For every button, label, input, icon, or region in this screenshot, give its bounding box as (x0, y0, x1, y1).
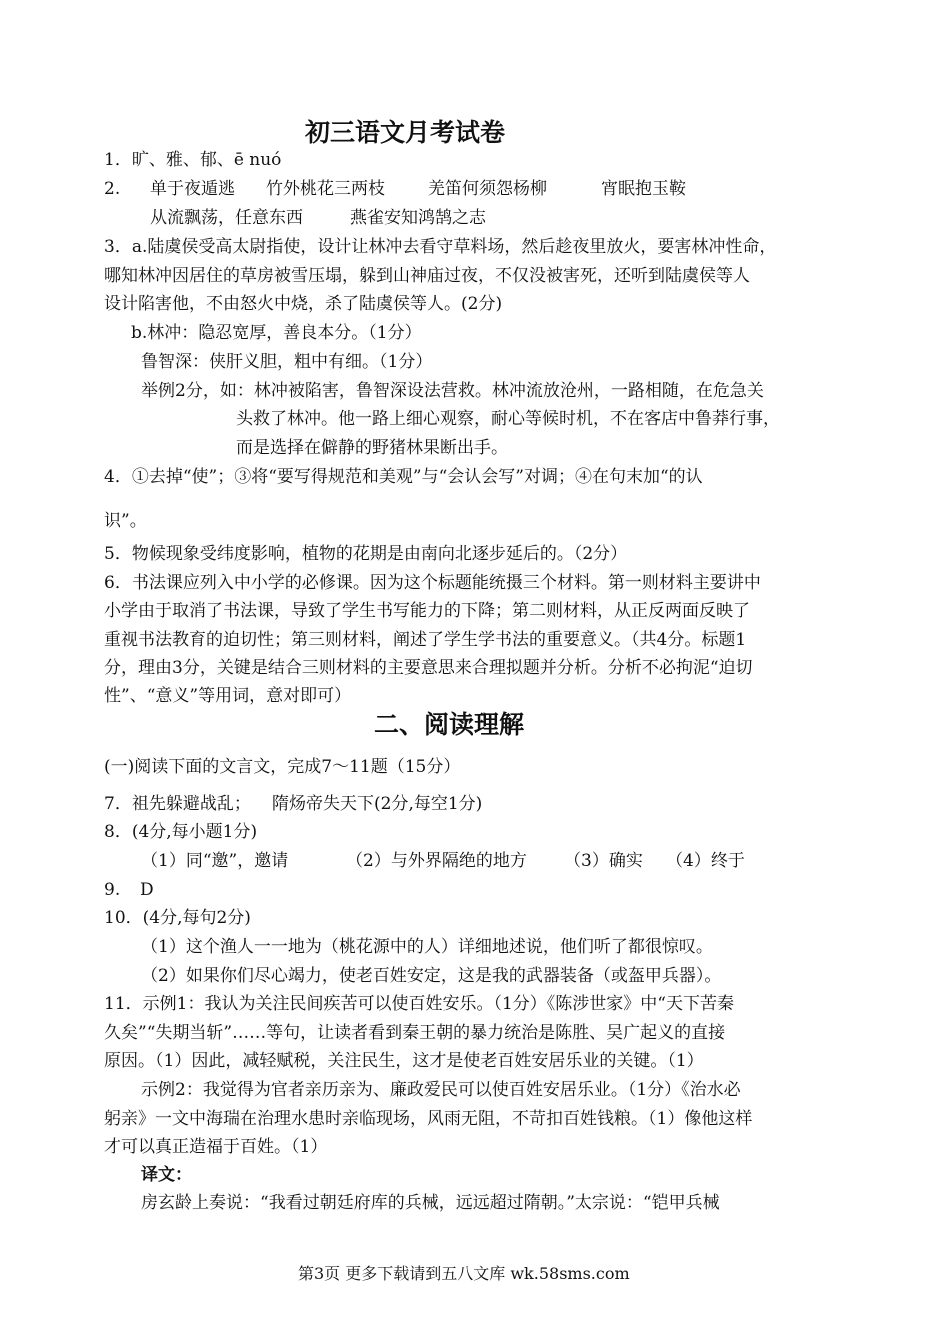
answer-1: 1．旷、雅、郁、ē nuó (104, 150, 282, 170)
answer-6-line-3: 重视书法教育的迫切性；第三则材料，阐述了学生学书法的重要意义。（共4分。标题1 (104, 630, 747, 650)
answer-6-line-5: 性”、“意义”等用词，意对即可） (104, 686, 352, 706)
answer-11-line-5: 躬亲》一文中海瑞在治理水患时亲临现场，风雨无阻，不苛扣百姓钱粮。（1）像他这样 (104, 1109, 753, 1129)
answer-4-line-2: 识”。 (104, 511, 147, 531)
answer-2-line-2 (150, 206, 486, 230)
answer-11-line-3: 原因。（1）因此，减轻赋税，关注民生，这才是使老百姓安居乐业的关键。（1） (104, 1051, 704, 1071)
answer-9-choice: D (140, 880, 154, 900)
answer-3-line-8: 而是选择在僻静的野猪林果断出手。 (236, 438, 508, 458)
answer-8-item-3: （3）确实 (564, 851, 643, 871)
answer-2-item-c: 羌笛何须怨杨柳 (428, 179, 547, 199)
answer-2-line-1 (104, 177, 686, 201)
answer-3-line-2: 哪知林冲因居住的草房被雪压塌，躲到山神庙过夜，不仅没被害死，还听到陆虞侯等人 (104, 266, 750, 286)
translation-line-1: 房玄龄上奏说：“我看过朝廷府库的兵械，远远超过隋朝。”太宗说：“铠甲兵械 (141, 1193, 720, 1213)
answer-2-item-b: 竹外桃花三两枝 (266, 179, 385, 199)
answer-6-line-1: 6．书法课应列入中小学的必修课。因为这个标题能统摄三个材料。第一则材料主要讲中 (104, 573, 761, 593)
answer-3-line-1: 3．a.陆虞侯受高太尉指使，设计让林冲去看守草料场，然后趁夜里放火，要害林冲性命， (104, 237, 777, 257)
answer-3-line-4: b.林冲：隐忍宽厚，善良本分。（1分） (131, 323, 422, 343)
answer-5: 5．物候现象受纬度影响，植物的花期是由南向北逐步延后的。（2分） (104, 544, 628, 564)
reading-intro: (一)阅读下面的文言文，完成7～11题（15分） (104, 757, 461, 777)
answer-4-line-1: 4．①去掉“使”；③将“要写得规范和美观”与“会认会写”对调；④在句末加“的认 (104, 467, 703, 487)
answer-7-part-a: 7．祖先躲避战乱； (104, 794, 251, 814)
answer-3-line-7: 头救了林冲。他一路上细心观察，耐心等候时机，不在客店中鲁莽行事， (236, 409, 780, 429)
answer-3-line-3: 设计陷害他，不由怒火中烧，杀了陆虞侯等人。(2分) (104, 294, 503, 314)
answer-9-number: 9. (104, 880, 121, 900)
answer-8-items (141, 849, 745, 873)
page-footer: 第3页 更多下载请到五八文库 wk.58sms.com (298, 1264, 630, 1283)
answer-8: 8．(4分,每小题1分) (104, 822, 258, 842)
answer-2-item-e: 从流飘荡，任意东西 (150, 208, 303, 228)
answer-3-line-5: 鲁智深：侠肝义胆，粗中有细。（1分） (141, 352, 433, 372)
answer-2-item-f: 燕雀安知鸿鹄之志 (350, 208, 486, 228)
answer-11-line-4: 示例2：我觉得为官者亲历亲为、廉政爱民可以使百姓安居乐业。（1分）《治水必 (141, 1080, 741, 1100)
answer-2-item-d: 宵眠抱玉鞍 (601, 179, 686, 199)
answer-11-line-2: 久矣”“失期当斩”……等句，让读者看到秦王朝的暴力统治是陈胜、吴广起义的直接 (104, 1023, 726, 1043)
answer-2-item-a: 单于夜遁逃 (150, 179, 235, 199)
answer-10-item-2: （2）如果你们尽心竭力，使老百姓安定，这是我的武器装备（或盔甲兵器）。 (141, 966, 722, 986)
translation-label: 译文： (141, 1165, 192, 1185)
answer-6-line-2: 小学由于取消了书法课，导致了学生书写能力的下降；第二则材料，从正反两面反映了 (104, 601, 750, 621)
answer-7-part-b: 隋炀帝失天下(2分,每空1分) (272, 794, 483, 814)
answer-8-item-1: （1）同“邀”，邀请 (141, 851, 289, 871)
answer-10: 10．(4分,每句2分) (104, 908, 251, 928)
answer-2-number: 2. (104, 179, 121, 199)
answer-8-item-4: （4）终于 (666, 851, 745, 871)
answer-11-line-6: 才可以真正造福于百姓。（1） (104, 1137, 328, 1157)
section-2-title: 二、阅读理解 (374, 710, 525, 739)
answer-3-line-6: 举例2分，如：林冲被陷害，鲁智深设法营救。林冲流放沧州，一路相随，在危急关 (141, 381, 764, 401)
answer-8-item-2: （2）与外界隔绝的地方 (346, 851, 527, 871)
answer-9 (104, 878, 154, 902)
answer-7 (104, 792, 483, 816)
answer-6-line-4: 分，理由3分，关键是结合三则材料的主要意思来合理拟题并分析。分析不必拘泥“迫切 (104, 658, 753, 678)
answer-10-item-1: （1）这个渔人一一地为（桃花源中的人）详细地述说，他们听了都很惊叹。 (141, 937, 713, 957)
page-title: 初三语文月考试卷 (305, 118, 506, 147)
answer-11-line-1: 11．示例1：我认为关注民间疾苦可以使百姓安乐。（1分）《陈涉世家》中“天下苦秦 (104, 994, 734, 1014)
